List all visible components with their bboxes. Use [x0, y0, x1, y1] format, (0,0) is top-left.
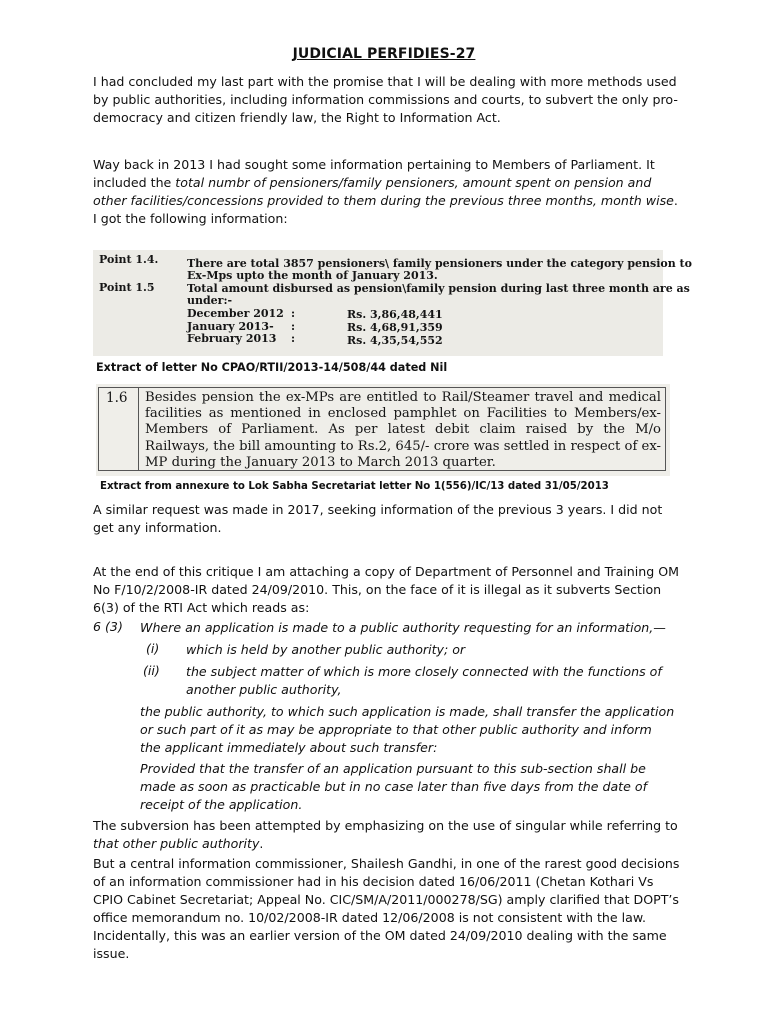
point-1-4-line1: There are total 3857 pensioners\ family pensioners under the category pension to [187, 257, 692, 270]
row-month: January 2013- [187, 320, 274, 333]
subversion-text-italic: that other public authority [93, 836, 260, 851]
row-sep: : [291, 320, 296, 333]
dopt-om-paragraph: At the end of this critique I am attaching a copy of Department of Personnel and Training OM No F/10/2/2008-IR dated 24/09/2010. This, on the face of it is illegal as it subverts Section 6(3) of the RTI Act which reads as: [93, 564, 680, 615]
row-amount: Rs. 4,68,91,359 [347, 321, 443, 334]
point-1-4-line2: Ex-Mps upto the month of January 2013. [187, 269, 438, 282]
extract-table [98, 387, 666, 471]
section-text: Where an application is made to a public authority requesting for an information,— [140, 620, 666, 635]
gandhi-decision-paragraph: But a central information commissioner, Shailesh Gandhi, in one of the rarest good decisions of an information commissioner had in his decision dated 16/06/2011 (Chetan Kothari Vs CPIO Cabinet Secretariat; Appeal No. CIC/SM/A/2011/000278/SG) amply clarified that DOPT’s office memorandum no. 10/02/2008-IR dated 12/06/2008 is not consistent with the law. Incidentally, this was an earlier version of the OM dated 24/09/2010 dealing with the same issue. [93, 856, 680, 961]
subversion-paragraph [93, 817, 683, 853]
clause-ii-number: (ii) [143, 663, 160, 678]
section-number: 6 (3) [93, 619, 123, 634]
row-month: February 2013 [187, 332, 277, 345]
extract-point-number: 1.6 [99, 388, 139, 470]
row-month: December 2012 [187, 307, 284, 320]
point-1-5-line1: Total amount disbursed as pension\family pension during last three month are as [187, 282, 690, 295]
point-1-5-line2: under:- [187, 294, 233, 307]
request-text-start: Way back in 2013 I had sought some information pertaining to Members of Parliament. It included the [93, 157, 655, 190]
extract2-caption: Extract from annexure to Lok Sabha Secretariat letter No 1(556)/IC/13 dated 31/05/2013 [100, 481, 609, 492]
point-1-4-label: Point 1.4. [99, 253, 159, 266]
row-amount: Rs. 4,35,54,552 [347, 334, 443, 347]
rail-facilities-extract-image [96, 384, 670, 476]
subversion-text-start: The subversion has been attempted by emphasizing on the use of singular while referring to [93, 818, 678, 833]
proviso-text: Provided that the transfer of an application pursuant to this sub-section shall be made as soon as practicable but in no case later than five days from the date of receipt of the application. [140, 761, 648, 812]
similar-request-paragraph: A similar request was made in 2017, seeking information of the previous 3 years. I did not get any information. [93, 502, 663, 535]
request-text-end: . I got the following information: [93, 193, 678, 226]
subversion-text-end: . [259, 836, 264, 851]
row-sep: : [291, 307, 296, 320]
extract-point-text: Besides pension the ex-MPs are entitled to Rail/Steamer travel and medical facilities as mentioned in enclosed pamphlet on Facilities to Members/ex-Members of Parliament. As per latest debit claim raised by the M/o Railways, the bill amounting to Rs.2, 645/- crore was settled in respect of ex-MP during the January 2013 to March 2013 quarter. [145, 390, 661, 470]
pension-extract-image [93, 250, 692, 356]
transfer-clause-text: the public authority, to which such application is made, shall transfer the application or such part of it as may be appropriate to that other public authority and inform the applicant immediately about such transfer: [140, 704, 675, 755]
request-paragraph [93, 156, 683, 228]
extract1-caption: Extract of letter No CPAO/RTII/2013-14/508/44 dated Nil [96, 361, 448, 374]
row-amount: Rs. 3,86,48,441 [347, 308, 443, 321]
intro-paragraph: I had concluded my last part with the promise that I will be dealing with more methods used by public authorities, including information commissions and courts, to subvert the only pro- democracy and citizen friendly law, the Right to Information Act. [93, 74, 678, 125]
point-1-5-label: Point 1.5 [99, 281, 155, 294]
request-text-italic: total numbr of pensioners/family pensioners, amount spent on pension and other facilities/concessions provided to them during the previous three months, month wise [93, 175, 674, 208]
page-title: JUDICIAL PERFIDIES-27 [292, 46, 476, 62]
clause-i-number: (i) [146, 641, 160, 656]
clause-i-text: which is held by another public authority; or [186, 642, 466, 657]
clause-ii-text: the subject matter of which is more closely connected with the functions of another public authority, [186, 664, 662, 697]
row-sep: : [291, 332, 296, 345]
